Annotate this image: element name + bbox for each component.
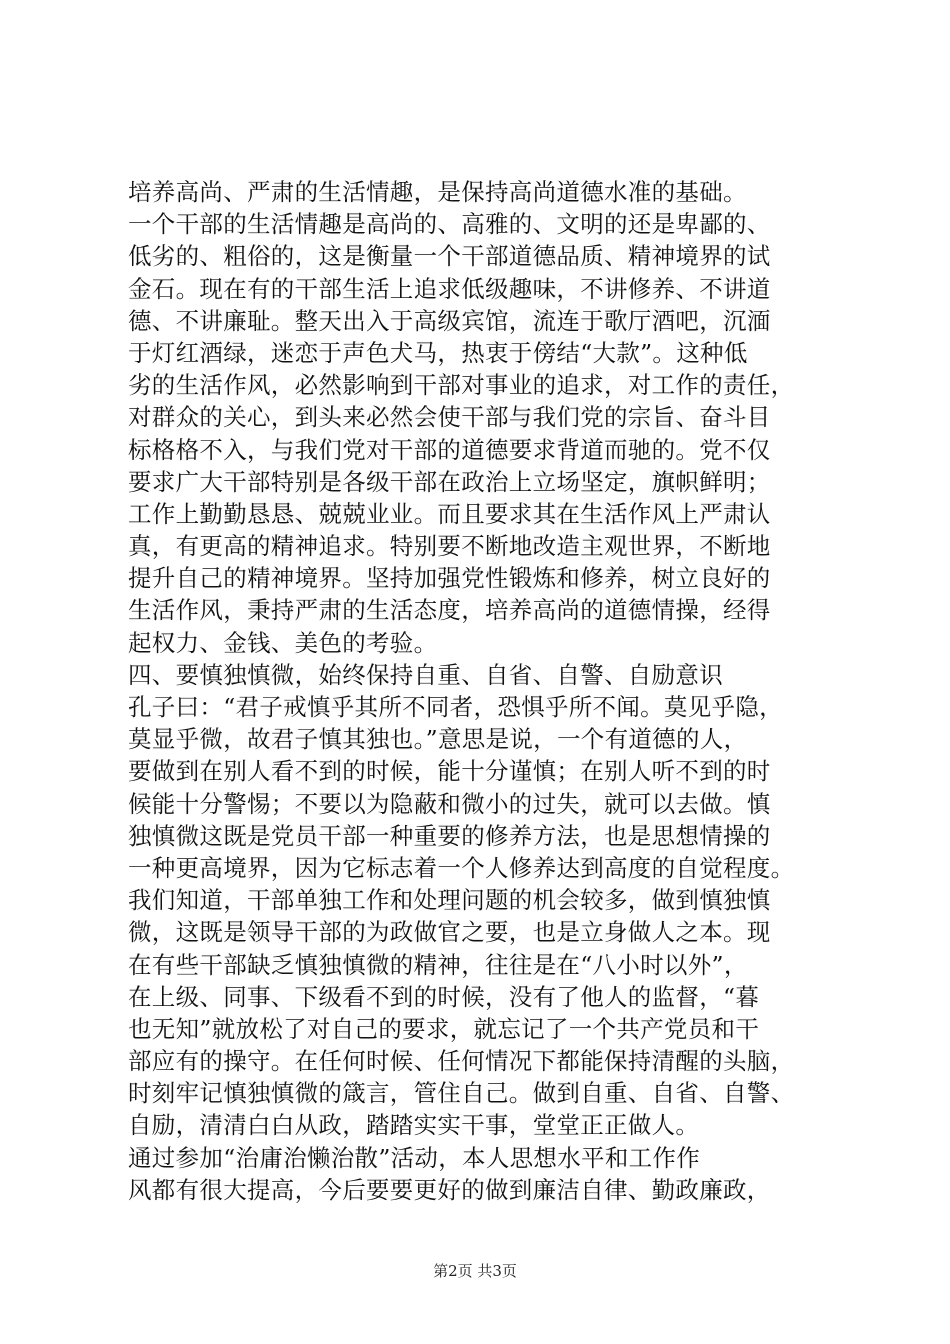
text-line: 一个干部的生活情趣是高尚的、高雅的、文明的还是卑鄙的、 — [128, 210, 771, 239]
text-line: 通过参加“治庸治懒治散”活动，本人思想水平和工作作 — [128, 1143, 701, 1172]
text-line: 候能十分警惕；不要以为隐蔽和微小的过失，就可以去做。慎 — [128, 789, 771, 818]
text-line: 要做到在别人看不到的时候，能十分谨慎；在别人听不到的时 — [128, 757, 771, 786]
text-line: 时刻牢记慎独慎微的箴言，管住自己。做到自重、自省、自警、 — [128, 1079, 795, 1108]
text-line: 对群众的关心，到头来必然会使干部与我们党的宗旨、奋斗目 — [128, 403, 771, 432]
text-line: 金石。现在有的干部生活上追求低级趣味，不讲修养、不讲道 — [128, 274, 771, 303]
section-heading-line: 四、要慎独慎微，始终保持自重、自省、自警、自励意识 — [128, 660, 723, 689]
text-line: 在上级、同事、下级看不到的时候，没有了他人的监督，“暮 — [128, 982, 760, 1011]
text-line: 微，这既是领导干部的为政做官之要，也是立身做人之本。现 — [128, 918, 771, 947]
text-line: 我们知道，干部单独工作和处理问题的机会较多，做到慎独慎 — [128, 886, 771, 915]
text-line: 劣的生活作风，必然影响到干部对事业的追求，对工作的责任， — [128, 371, 795, 400]
body-text — [128, 176, 848, 1206]
text-line: 风都有很大提高，今后要要更好的做到廉洁自律、勤政廉政， — [128, 1175, 771, 1204]
text-line: 在有些干部缺乏慎独慎微的精神，往往是在“八小时以外”， — [128, 950, 748, 979]
text-line: 起权力、金钱、美色的考验。 — [128, 628, 438, 657]
text-line: 要求广大干部特别是各级干部在政治上立场坚定，旗帜鲜明； — [128, 467, 771, 496]
text-line: 独慎微这既是党员干部一种重要的修养方法，也是思想情操的 — [128, 821, 771, 850]
text-line: 于灯红酒绿，迷恋于声色犬马，热衷于傍结“大款”。这种低 — [128, 338, 748, 367]
text-line: 孔子曰：“君子戒慎乎其所不同者，恐惧乎所不闻。莫见乎隐， — [128, 693, 783, 721]
page-number-footer: 第2页 共3页 — [433, 1262, 517, 1280]
text-line: 标格格不入，与我们党对干部的道德要求背道而驰的。党不仅 — [128, 435, 771, 464]
text-line: 莫显乎微，故君子慎其独也。”意思是说，一个有道德的人， — [128, 725, 748, 754]
text-line: 也无知”就放松了对自己的要求，就忘记了一个共产党员和干 — [128, 1014, 760, 1043]
text-line: 低劣的、粗俗的，这是衡量一个干部道德品质、精神境界的试 — [128, 242, 771, 271]
text-line: 工作上勤勤恳恳、兢兢业业。而且要求其在生活作风上严肃认 — [128, 499, 771, 528]
text-line: 培养高尚、严肃的生活情趣，是保持高尚道德水准的基础。 — [128, 178, 747, 206]
text-line: 德、不讲廉耻。整天出入于高级宾馆，流连于歌厅酒吧，沉湎 — [128, 306, 771, 335]
text-line: 真，有更高的精神追求。特别要不断地改造主观世界，不断地 — [128, 532, 771, 561]
text-line: 自励，清清白白从政，踏踏实实干事，堂堂正正做人。 — [128, 1111, 700, 1140]
text-line: 提升自己的精神境界。坚持加强党性锻炼和修养，树立良好的 — [128, 564, 771, 593]
text-line: 生活作风，秉持严肃的生活态度，培养高尚的道德情操，经得 — [128, 596, 771, 625]
text-line: 部应有的操守。在任何时候、任何情况下都能保持清醒的头脑， — [128, 1047, 795, 1076]
text-line: 一种更高境界，因为它标志着一个人修养达到高度的自觉程度。 — [128, 853, 795, 882]
